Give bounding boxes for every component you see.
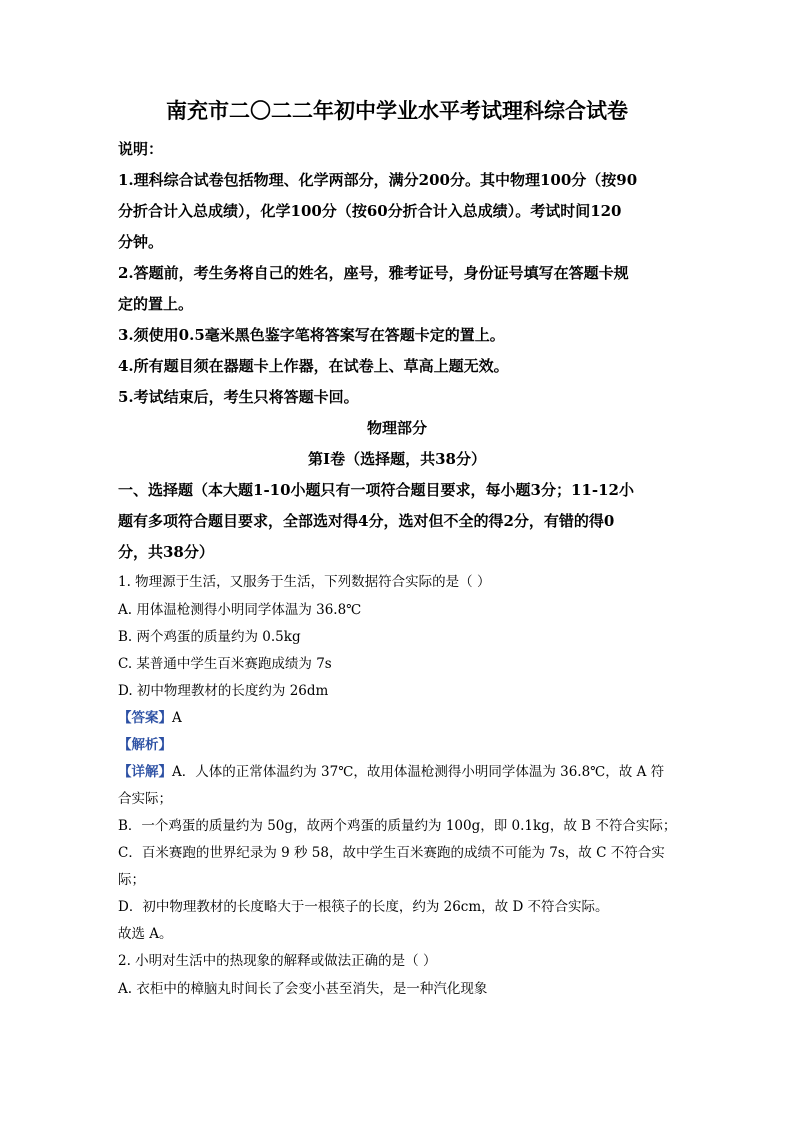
section-intro-line: 分，共38分）	[118, 543, 214, 561]
instruction-line: 4.所有题目须在器题卡上作器，在试卷上、草高上题无效。	[118, 357, 509, 375]
analysis-tag: 【解析】	[118, 737, 172, 753]
instruction-line: 分折合计入总成绩），化学100分（按60分折合计入总成绩）。考试时间120	[118, 202, 622, 220]
detail-line: 际；	[118, 872, 145, 888]
answer-value: A	[172, 710, 182, 726]
instruction-line: 分钟。	[118, 233, 164, 251]
section-title: 物理部分	[366, 419, 427, 437]
detail-line: D．初中物理教材的长度略大于一根筷子的长度，约为 26cm，故 D 不符合实际。	[118, 899, 609, 915]
detail-line: C．百米赛跑的世界纪录为 9 秒 58，故中学生百米赛跑的成绩不可能为 7s，故 C 不符合实	[118, 845, 665, 861]
answer-row	[118, 712, 182, 726]
question-2-stem: 2. 小明对生活中的热现象的解释或做法正确的是（ ）	[118, 953, 437, 969]
instruction-line: 定的置上。	[118, 295, 194, 313]
instruction-line: 5.考试结束后，考生只将答题卡回。	[118, 388, 359, 406]
instruction-line: 3.须使用0.5毫米黑色鉴字笔将答案写在答题卡定的置上。	[118, 326, 505, 344]
detail-line: B．一个鸡蛋的质量约为 50g，故两个鸡蛋的质量约为 100g，即 0.1kg，故 B 不符合实际；	[118, 818, 677, 834]
answer-tag: 【答案】	[118, 710, 172, 726]
q1-option-d: D. 初中物理教材的长度约为 26dm	[118, 683, 329, 699]
section-intro-line: 题有多项符合题目要求，全部选对得4分，选对但不全的得2分，有错的得0	[118, 512, 615, 530]
detail-row	[118, 766, 664, 780]
instruction-line: 2.答题前，考生务将自己的姓名，座号，雅考证号，身份证号填写在答题卡规	[118, 264, 629, 282]
question-1-stem: 1. 物理源于生活，又服务于生活，下列数据符合实际的是（ ）	[118, 574, 491, 590]
q2-option-a: A. 衣柜中的樟脑丸时间长了会变小甚至消失，是一种汽化现象	[118, 981, 488, 997]
instruction-line: 1.理科综合试卷包括物理、化学两部分，满分200分。其中物理100分（按90	[118, 171, 638, 189]
detail-line: 故选 A。	[118, 926, 173, 942]
analysis-row	[118, 739, 172, 753]
q1-option-c: C. 某普通中学生百米赛跑成绩为 7s	[118, 656, 332, 672]
detail-line: A．人体的正常体温约为 37℃，故用体温枪测得小明同学体温为 36.8℃，故 A 符	[172, 764, 665, 780]
q1-option-b: B. 两个鸡蛋的质量约为 0.5kg	[118, 629, 301, 645]
part-title: 第I卷（选择题，共38分）	[308, 450, 486, 468]
q1-option-a: A. 用体温枪测得小明同学体温为 36.8℃	[118, 602, 362, 618]
section-intro-line: 一、选择题（本大题1-10小题只有一项符合题目要求，每小题3分；11-12小	[118, 481, 634, 499]
detail-tag: 【详解】	[118, 764, 172, 780]
detail-line: 合实际；	[118, 791, 172, 807]
page-title: 南充市二〇二二年初中学业水平考试理科综合试卷	[166, 98, 628, 123]
instructions-heading: 说明：	[118, 140, 164, 158]
